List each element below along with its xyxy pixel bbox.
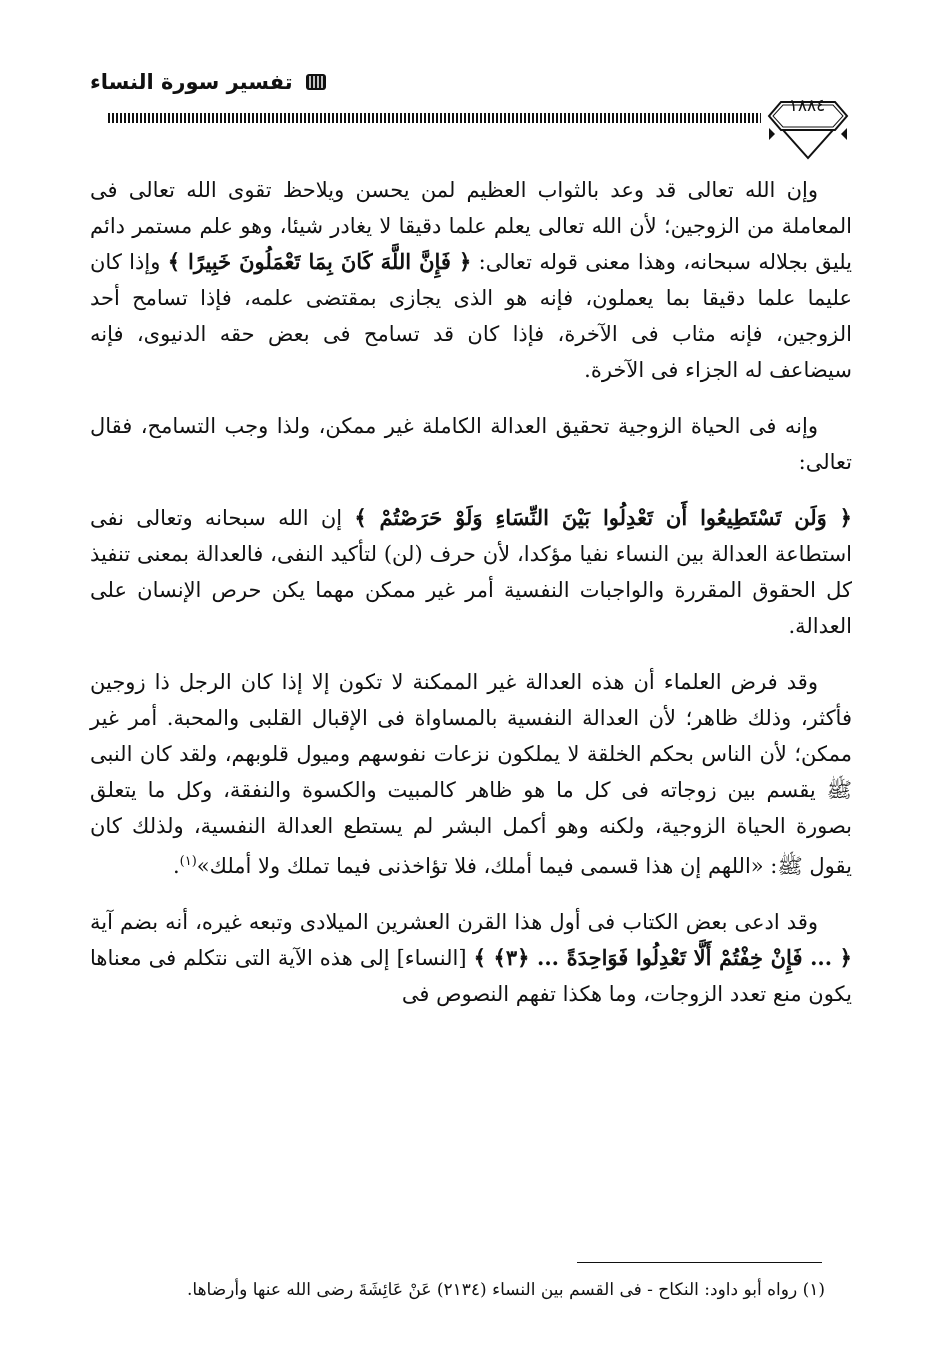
paragraph-text: وقد ادعى بعض الكتاب فى أول هذا القرن العشرين الميلادى وتبعه غيره، أنه بضم آية — [90, 910, 818, 934]
paragraph — [90, 664, 852, 884]
running-header — [90, 70, 327, 94]
ornament-icon — [305, 71, 327, 93]
quran-verse: ﴿ ... فَإِنْ خِفْتُمْ أَلَّا تَعْدِلُوا فَوَاحِدَةً ... ﴿٣﴾ ﴾ — [473, 945, 852, 970]
paragraph — [90, 172, 852, 388]
paragraph-text: . — [172, 854, 180, 878]
paragraph — [90, 500, 852, 644]
paragraph — [90, 904, 852, 1012]
paragraph-text: [النساء] إلى هذه الآية التى نتكلم فى معناها يكون منع تعدد الزوجات، وما هكذا تفهم النصوص فى — [90, 946, 852, 1006]
page-number: ١٨٨٤ — [788, 96, 826, 116]
quran-verse: ﴿ وَلَن تَسْتَطِيعُوا أَن تَعْدِلُوا بَيْنَ النِّسَاءِ وَلَوْ حَرَصْتُمْ ﴾ — [354, 505, 852, 530]
main-text — [90, 172, 852, 1032]
quran-verse: ﴿ فَإِنَّ اللَّهَ كَانَ بِمَا تَعْمَلُونَ خَبِيرًا ﴾ — [167, 249, 472, 274]
paragraph-text: وإن الله تعالى قد وعد بالثواب العظيم لمن يحسن ويلاحظ تقوى الله تعالى فى المعاملة من الزوجين؛ لأن الله تعالى يعلم علما دقيقا لا يغادر شيئا، وهو علم مستمر دائم يليق بجلاله سبحانه، وهذا معنى قوله تعالى: — [90, 178, 852, 274]
footnote: (١) رواه أبو داود: النكاح - فى القسم بين النساء (٢١٣٤) عَنْ عَائِشَةَ رضى الله عنها وأرضاها. — [186, 1280, 825, 1300]
footnote-marker: (١) — [179, 854, 197, 869]
header-rule — [108, 113, 761, 123]
footnote-separator — [577, 1262, 822, 1263]
surah-title: تفسير سورة النساء — [90, 70, 293, 94]
paragraph-text: وإذا كان عليما علما دقيقا بما يعملون، فإنه هو الذى يجازى بمقتضى علمه، فإذا تسامح أحد الزوجين، فإنه مثاب فى الآخرة، فإذا كان قد تسامح فى بعض حقه الدنيوى، فإنه سيضاعف له الجزاء فى الآخرة. — [90, 250, 852, 382]
paragraph-text: وقد فرض العلماء أن هذه العدالة غير الممكنة لا تكون إلا إذا كان الرجل ذا زوجين فأكثر، وذلك ظاهر؛ لأن العدالة النفسية بالمساواة فى الإقبال القلبى والمحبة. أمر غير ممكن؛ لأن الناس بحكم الخلقة لا يملكون نزعات نفوسهم وميول قلوبهم، ولقد كان النبى ﷺ يقسم بين زوجاته فى كل ما هو ظاهر كالمبيت والكسوة والنفقة، وكل ما يتعلق بصورة الحياة الزوجية، ولكنه وهو أكمل البشر لم يستطع العدالة النفسية، ولذلك كان يقول ﷺ: «اللهم إن هذا قسمى فيما أملك، فلا تؤاخذنى فيما تملك ولا أملك» — [90, 670, 852, 878]
paragraph — [90, 408, 852, 480]
paragraph-text: وإنه فى الحياة الزوجية تحقيق العدالة الكاملة غير ممكن، ولذا وجب التسامح، فقال تعالى: — [90, 414, 852, 474]
paragraph-text: إن الله سبحانه وتعالى نفى استطاعة العدالة بين النساء نفيا مؤكدا، لأن حرف (لن) لتأكيد النفى، فالعدالة بمعنى تنفيذ كل الحقوق المقررة والواجبات النفسية أمر غير ممكن مهما يكن حرص الإنسان على العدالة. — [90, 506, 852, 638]
